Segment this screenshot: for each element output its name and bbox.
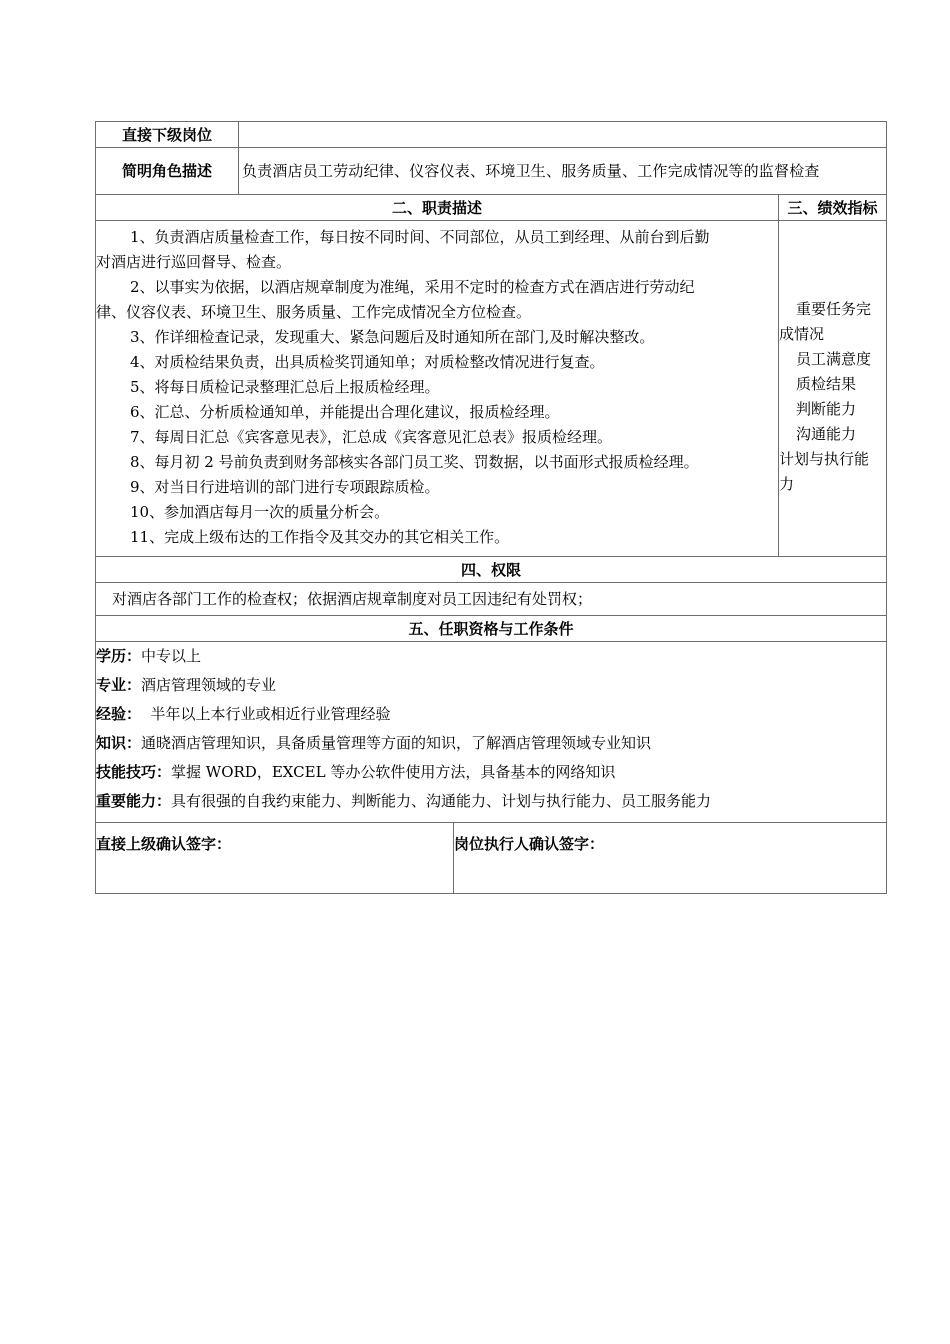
knowledge-value: 通晓酒店管理知识，具备质量管理等方面的知识，了解酒店管理领域专业知识 <box>141 734 652 752</box>
duty-item: 对酒店进行巡回督导、检查。 <box>96 253 292 271</box>
qualification-knowledge <box>96 729 886 758</box>
duty-item: 11、完成上级布达的工作指令及其交办的其它相关工作。 <box>130 528 510 546</box>
skills-key: 技能技巧： <box>96 763 172 781</box>
performance-item: 质检结果 <box>796 375 857 393</box>
performance-list <box>779 221 887 557</box>
job-description-sheet <box>95 121 886 894</box>
authority-text: 对酒店各部门工作的检查权；依据酒店规章制度对员工因违纪有处罚权； <box>96 583 887 616</box>
role-label: 简明角色描述 <box>96 148 239 195</box>
performance-title: 三、绩效指标 <box>779 195 887 221</box>
qualification-list <box>96 642 887 823</box>
duty-item: 律、仪容仪表、环境卫生、服务质量、工作完成情况全方位检查。 <box>96 303 532 321</box>
qualification-title: 五、任职资格与工作条件 <box>96 616 887 642</box>
qualification-education <box>96 642 886 671</box>
knowledge-key: 知识： <box>96 734 142 752</box>
qualification-experience <box>96 700 886 729</box>
performance-item: 判断能力 <box>796 400 857 418</box>
performance-item: 计划与执行能 <box>779 450 870 468</box>
qualification-skills <box>96 758 886 787</box>
performance-item: 沟通能力 <box>796 425 857 443</box>
performance-item: 成情况 <box>779 325 825 343</box>
role-value: 负责酒店员工劳动纪律、仪容仪表、环境卫生、服务质量、工作完成情况等的监督检查 <box>239 148 887 195</box>
qualification-ability <box>96 787 886 816</box>
experience-value: 半年以上本行业或相近行业管理经验 <box>141 705 391 723</box>
ability-key: 重要能力： <box>96 792 172 810</box>
duty-item: 5、将每日质检记录整理汇总后上报质检经理。 <box>130 378 440 396</box>
qualification-major <box>96 671 886 700</box>
subordinate-label: 直接下级岗位 <box>96 122 239 148</box>
job-description-table <box>95 121 887 894</box>
education-value: 中专以上 <box>141 647 202 665</box>
subordinate-row <box>96 122 887 148</box>
ability-value: 具有很强的自我约束能力、判断能力、沟通能力、计划与执行能力、员工服务能力 <box>171 792 712 810</box>
major-value: 酒店管理领域的专业 <box>141 676 277 694</box>
duties-title: 二、职责描述 <box>96 195 779 221</box>
qualification-header-row <box>96 616 887 642</box>
experience-key: 经验： <box>96 705 142 723</box>
education-key: 学历： <box>96 647 142 665</box>
signature-row <box>96 823 887 894</box>
duties-row <box>96 221 887 557</box>
performance-item: 力 <box>779 475 795 493</box>
supervisor-signature: 直接上级确认签字： <box>96 823 454 894</box>
subordinate-value <box>239 122 887 148</box>
major-key: 专业： <box>96 676 142 694</box>
duty-item: 7、每周日汇总《宾客意见表》，汇总成《宾客意见汇总表》报质检经理。 <box>130 428 613 446</box>
duty-item: 6、汇总、分析质检通知单，并能提出合理化建议，报质检经理。 <box>130 403 560 421</box>
duty-item: 2、以事实为依据，以酒店规章制度为准绳，采用不定时的检查方式在酒店进行劳动纪 <box>130 278 695 296</box>
performance-item: 重要任务完 <box>796 300 872 318</box>
skills-value: 掌握 WORD，EXCEL 等办公软件使用方法，具备基本的网络知识 <box>171 763 616 781</box>
duty-item: 10、参加酒店每月一次的质量分析会。 <box>130 503 390 521</box>
duties-header-row <box>96 195 887 221</box>
duties-list <box>96 221 779 557</box>
executor-signature: 岗位执行人确认签字： <box>454 823 887 894</box>
duty-item: 8、每月初 2 号前负责到财务部核实各部门员工奖、罚数据，以书面形式报质检经理。 <box>130 453 699 471</box>
authority-header-row <box>96 557 887 583</box>
duty-item: 1、负责酒店质量检查工作，每日按不同时间、不同部位，从员工到经理、从前台到后勤 <box>130 228 710 246</box>
role-row <box>96 148 887 195</box>
duty-item: 9、对当日行进培训的部门进行专项跟踪质检。 <box>130 478 440 496</box>
performance-item: 员工满意度 <box>796 350 872 368</box>
duty-item: 3、作详细检查记录，发现重大、紧急问题后及时通知所在部门,及时解决整改。 <box>130 328 655 346</box>
qualification-row <box>96 642 887 823</box>
authority-row <box>96 583 887 616</box>
authority-title: 四、权限 <box>96 557 887 583</box>
duty-item: 4、对质检结果负责，出具质检奖罚通知单；对质检整改情况进行复查。 <box>130 353 605 371</box>
